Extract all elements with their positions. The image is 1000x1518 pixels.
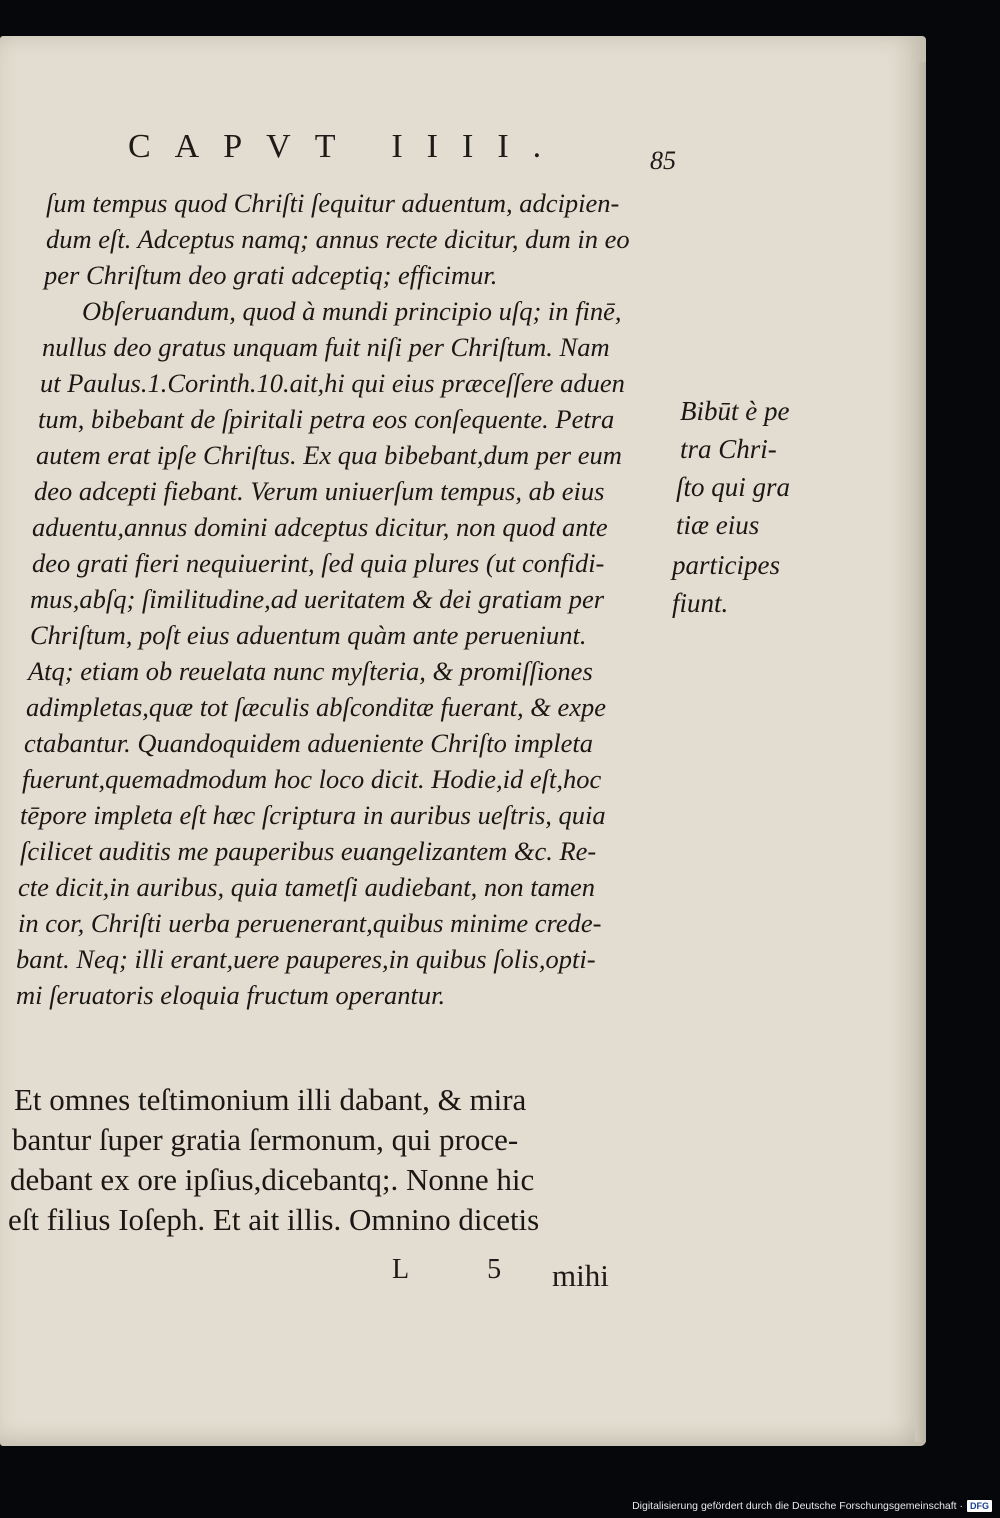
text-line: tum, bibebant de ſpiritali petra eos conſequente. Petra: [38, 404, 615, 434]
footer-text: Digitalisierung gefördert durch die Deutsche Forschungsgemeinschaft ·: [632, 1500, 963, 1512]
text-line: autem erat ipſe Chriſtus. Ex qua bibebant,dum per eum: [36, 440, 622, 470]
text-line: Atq; etiam ob reuelata nunc myſteria, & promiſſiones: [28, 656, 593, 686]
text-line: dum eſt. Adceptus namq; annus recte dicitur, dum in eo: [46, 224, 630, 254]
text-line: cte dicit,in auribus, quia tametſi audiebant, non tamen: [18, 872, 596, 902]
dfg-logo: DFG: [967, 1500, 992, 1512]
text-line: eſt filius Ioſeph. Et ait illis. Omnino dicetis: [8, 1202, 540, 1237]
text-line: Chriſtum, poſt eius aduentum quàm ante perueniunt.: [30, 620, 587, 650]
text-line: bant. Neq; illi erant,uere pauperes,in quibus ſolis,opti-: [16, 944, 596, 974]
marginal-line: tra Chri-: [680, 434, 777, 464]
page-number: 85: [650, 146, 676, 175]
text-line: tēpore impleta eſt hæc ſcriptura in auribus ueſtris, quia: [20, 800, 606, 830]
text-line: fuerunt,quemadmodum hoc loco dicit. Hodie,id eſt,hoc: [22, 764, 602, 794]
signature-mark: L 5: [392, 1254, 538, 1285]
text-line: deo grati fieri nequiuerint, ſed quia plures (ut confidi-: [32, 548, 605, 578]
text-line: ut Paulus.1.Corinth.10.ait,hi qui eius præceſſere aduen: [40, 368, 625, 398]
text-line: ctabantur. Quandoquidem adueniente Chriſto impleta: [24, 728, 593, 758]
text-line: mus,abſq; ſimilitudine,ad ueritatem & dei gratiam per: [30, 584, 605, 614]
text-line: aduentu,annus domini adceptus dicitur, non quod ante: [32, 512, 608, 542]
digitization-footer: [632, 1500, 992, 1512]
text-line: debant ex ore ipſius,dicebantq;. Nonne hic: [10, 1162, 535, 1197]
text-line: ſum tempus quod Chriſti ſequitur aduentum, adcipien-: [46, 188, 620, 218]
text-line: Obſeruandum, quod à mundi principio uſq; in finē,: [82, 296, 622, 326]
text-line: deo adcepti fiebant. Verum uniuerſum tempus, ab eius: [34, 476, 605, 506]
marginal-line: fiunt.: [672, 588, 729, 618]
text-line: adimpletas,quæ tot ſæculis abſconditæ fuerant, & expe: [26, 692, 607, 722]
catchword: mihi: [552, 1258, 609, 1293]
text-line: nullus deo gratus unquam fuit niſi per Chriſtum. Nam: [42, 332, 610, 362]
text-line: mi ſeruatoris eloquia fructum operantur.: [16, 980, 446, 1010]
running-head: CAPVT IIII.: [128, 128, 566, 165]
text-line: per Chriſtum deo grati adceptiq; efficimur.: [44, 260, 498, 290]
marginal-line: tiæ eius: [676, 510, 760, 540]
text-line: ſcilicet auditis me pauperibus euangelizantem &c. Re-: [20, 836, 597, 866]
marginal-line: ſto qui gra: [676, 472, 791, 502]
text-line: Et omnes teſtimonium illi dabant, & mira: [14, 1082, 527, 1117]
page-edge: [915, 62, 926, 1442]
text-line: bantur ſuper gratia ſermonum, qui proce-: [12, 1122, 519, 1157]
marginal-line: participes: [672, 550, 780, 580]
marginal-line: Bibūt è pe: [680, 396, 790, 426]
text-line: in cor, Chriſti uerba peruenerant,quibus minime crede-: [18, 908, 602, 938]
